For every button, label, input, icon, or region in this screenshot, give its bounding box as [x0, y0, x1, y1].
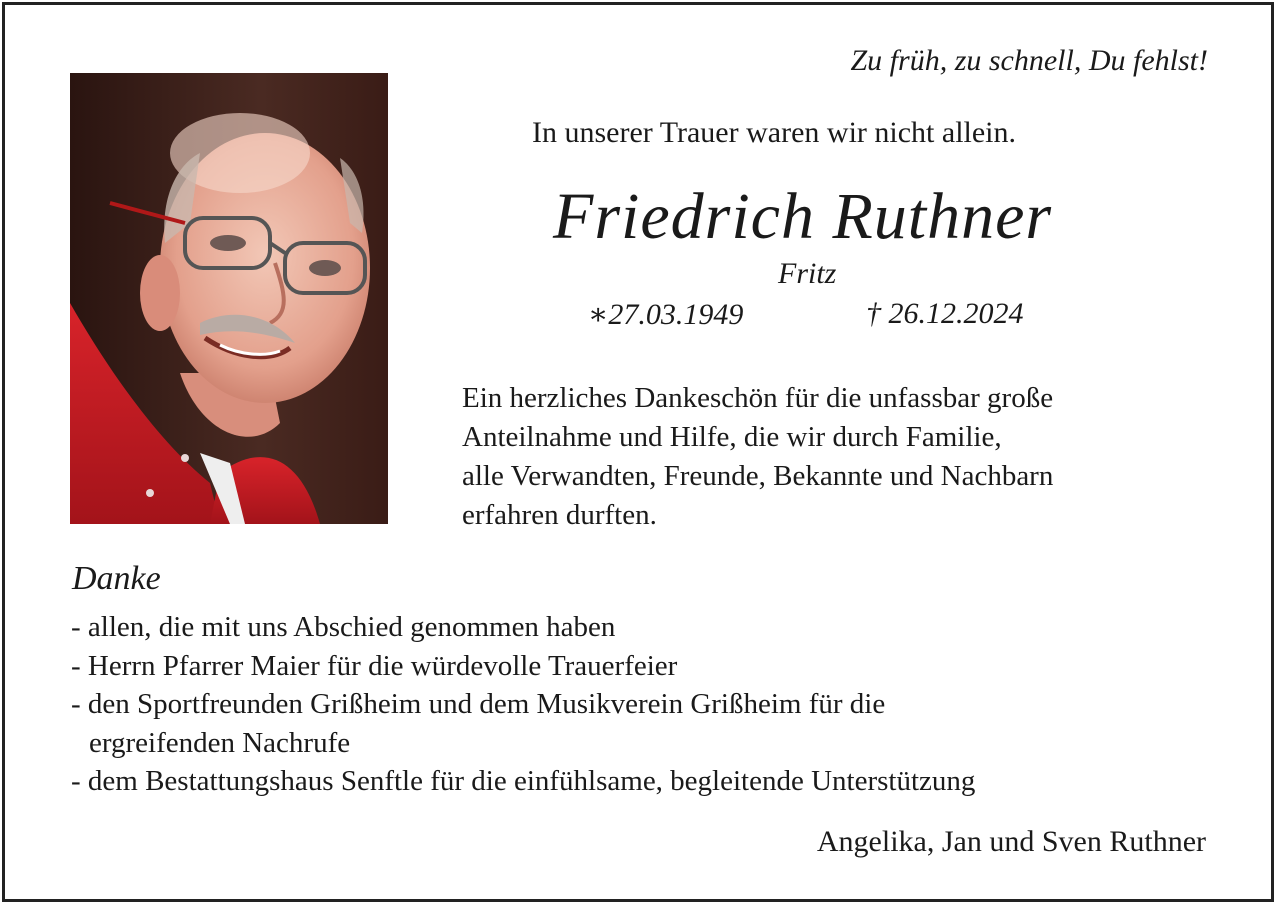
signature: Angelika, Jan und Sven Ruthner: [816, 825, 1206, 858]
motto: Zu früh, zu schnell, Du fehlst!: [850, 44, 1208, 77]
list-item-continuation: ergreifenden Nachrufe: [89, 726, 351, 759]
list-item: - Herrn Pfarrer Maier für die würdevolle Trauerfeier: [71, 649, 678, 682]
thanks-line: Anteilnahme und Hilfe, die wir durch Familie,: [462, 421, 1002, 453]
portrait-photo: [70, 73, 388, 524]
list-item: - allen, die mit uns Abschied genommen haben: [71, 611, 616, 643]
thanks-line: alle Verwandten, Freunde, Bekannte und Nachbarn: [462, 460, 1054, 492]
nickname: Fritz: [778, 257, 837, 290]
thanks-line: erfahren durften.: [462, 499, 657, 531]
deceased-name: Friedrich Ruthner: [553, 180, 1053, 253]
intro-text: In unserer Trauer waren wir nicht allein.: [532, 116, 1017, 149]
danke-heading: Danke: [72, 560, 161, 597]
thanks-line: Ein herzliches Dankeschön für die unfassbar große: [462, 382, 1054, 414]
birth-date: ∗27.03.1949: [588, 298, 744, 331]
thanks-paragraph: [462, 379, 1053, 535]
danke-list: [71, 608, 975, 801]
list-item: - den Sportfreunden Grißheim und dem Musikverein Grißheim für die: [71, 688, 886, 720]
death-date: † 26.12.2024: [866, 297, 1024, 330]
list-item: - dem Bestattungshaus Senftle für die einfühlsame, begleitende Unterstützung: [71, 765, 976, 797]
